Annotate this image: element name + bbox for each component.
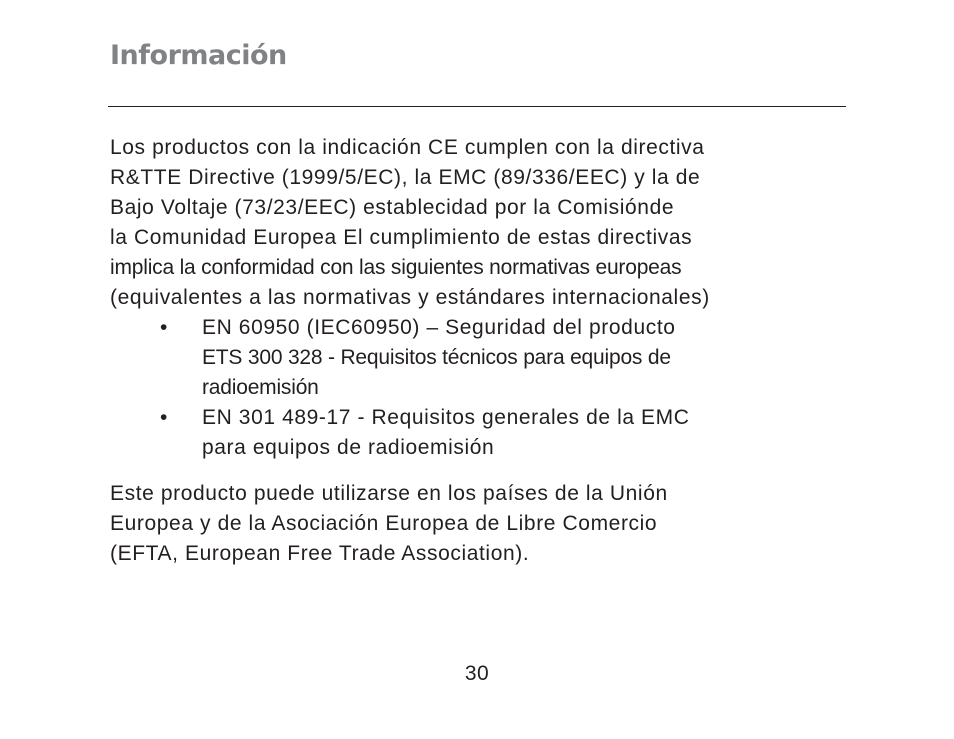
paragraph-line: (EFTA, European Free Trade Association). — [110, 542, 530, 565]
paragraph-eu-usage — [110, 479, 850, 569]
paragraph-line: Europea y de la Asociación Europea de Libre Comercio — [110, 512, 658, 535]
paragraph-line: (equivalentes a las normativas y estándares internacionales) — [110, 286, 710, 309]
page-number: 30 — [464, 662, 490, 685]
paragraph-line: Bajo Voltaje (73/23/EEC) establecidad por la Comisiónde — [110, 196, 675, 219]
body-text — [110, 133, 850, 569]
list-item-line: ETS 300 328 - Requisitos técnicos para equipos de — [202, 346, 671, 369]
list-item-line: radioemisión — [202, 376, 319, 399]
paragraph-line: Los productos con la indicación CE cumplen con la directiva — [110, 136, 705, 159]
list-item-line: EN 60950 (IEC60950) – Seguridad del producto — [202, 316, 676, 339]
list-item-line: para equipos de radioemisión — [202, 436, 495, 459]
standards-list — [110, 313, 850, 463]
list-item-line: EN 301 489-17 - Requisitos generales de la EMC — [202, 406, 690, 429]
bullet-icon: • — [160, 316, 168, 339]
paragraph-line: la Comunidad Europea El cumplimiento de estas directivas — [110, 226, 693, 249]
list-item — [110, 313, 850, 403]
title-divider — [108, 106, 846, 107]
list-item — [110, 403, 850, 463]
page-title: Información — [110, 40, 287, 71]
paragraph-line: implica la conformidad con las siguientes normativas europeas — [110, 256, 682, 279]
paragraph-line: R&TTE Directive (1999/5/EC), la EMC (89/336/EEC) y la de — [110, 166, 701, 189]
bullet-icon: • — [160, 406, 168, 429]
paragraph-line: Este producto puede utilizarse en los países de la Unión — [110, 482, 668, 505]
paragraph-ce-compliance — [110, 133, 850, 313]
